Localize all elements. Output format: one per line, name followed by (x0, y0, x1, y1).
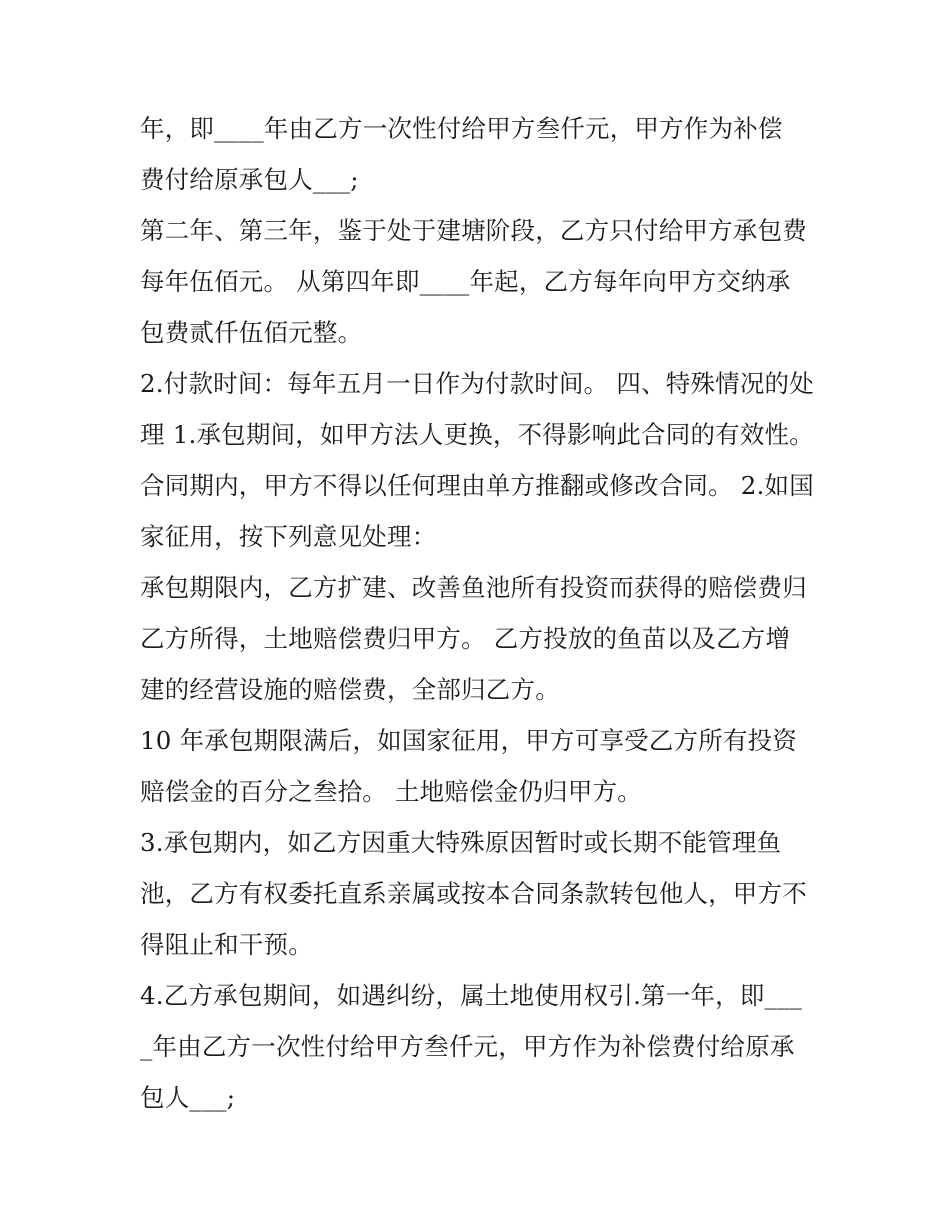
document-body (140, 103, 820, 1123)
text-line: 赔偿金的百分之叁拾。 土地赔偿金仍归甲方。 (140, 777, 642, 806)
text-line: 年，即____年由乙方一次性付给甲方叁仟元，甲方作为补偿 (140, 114, 783, 143)
text-line: 10 年承包期限满后，如国家征用，甲方可享受乙方所有投资 (140, 726, 798, 755)
text-line: 乙方所得，土地赔偿费归甲方。 乙方投放的鱼苗以及乙方增 (140, 624, 791, 653)
text-line: 3.承包期内，如乙方因重大特殊原因暂时或长期不能管理鱼 (140, 828, 782, 857)
text-line: 费付给原承包人___; (140, 165, 359, 194)
text-line: 承包期限内，乙方扩建、改善鱼池所有投资而获得的赔偿费归 (140, 573, 807, 602)
text-line: 包人___; (140, 1083, 236, 1112)
text-line: 合同期内，甲方不得以任何理由单方推翻或修改合同。 2.如国 (140, 471, 814, 500)
text-line: 每年伍佰元。 从第四年即____年起，乙方每年向甲方交纳承 (140, 267, 791, 296)
text-line: 池，乙方有权委托直系亲属或按本合同条款转包他人，甲方不 (140, 879, 807, 908)
text-line: _年由乙方一次性付给甲方叁仟元，甲方作为补偿费付给原承 (140, 1032, 795, 1061)
text-line: 包费贰仟伍佰元整。 (140, 318, 363, 347)
text-line: 家征用，按下列意见处理： (140, 522, 437, 551)
text-line: 2.付款时间：每年五月一日作为付款时间。 四、特殊情况的处 (140, 369, 814, 398)
text-line: 建的经营设施的赔偿费，全部归乙方。 (140, 675, 560, 704)
text-line: 理 1.承包期间，如甲方法人更换，不得影响此合同的有效性。 (140, 420, 814, 449)
text-line: 第二年、第三年，鉴于处于建塘阶段，乙方只付给甲方承包费 (140, 216, 807, 245)
text-line: 4.乙方承包期间，如遇纠纷，属土地使用权引.第一年，即___ (140, 981, 802, 1010)
text-line: 得阻止和干预。 (140, 930, 313, 959)
